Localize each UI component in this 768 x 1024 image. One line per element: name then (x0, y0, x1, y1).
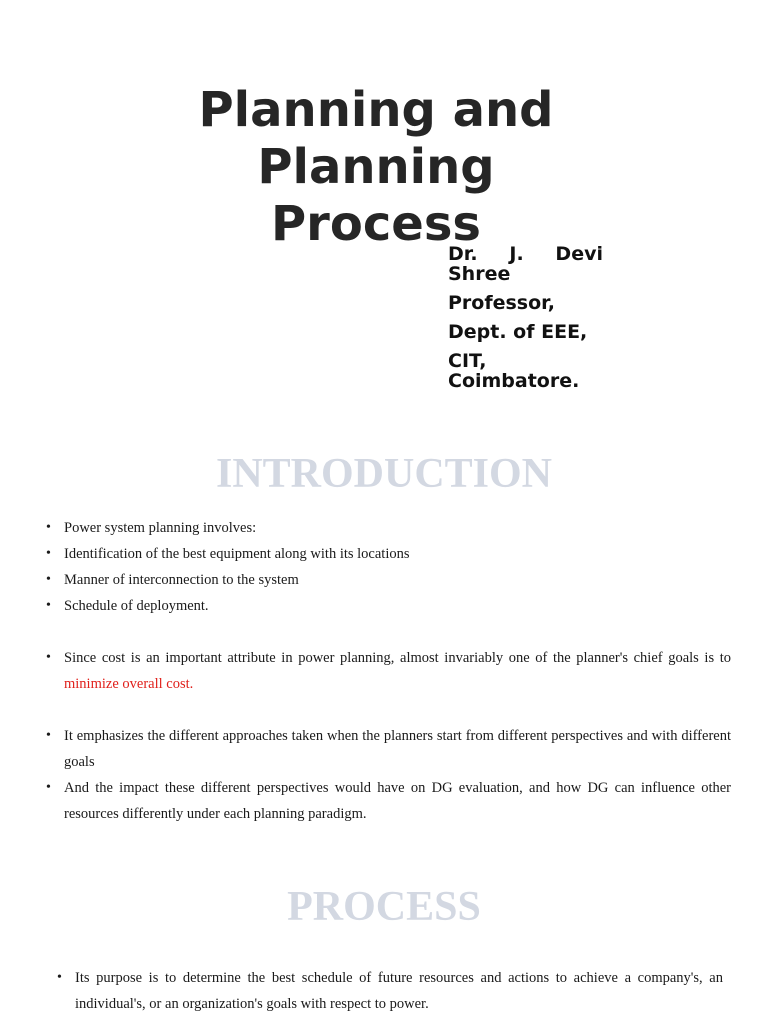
list-item: • Its purpose is to determine the best schedule of future resources and actions to achieve a company's, an individual's, or an organization's goals with respect to power. (75, 965, 723, 1017)
title-line-3: Process (271, 196, 481, 252)
author-department: Dept. of EEE, (448, 321, 588, 343)
introduction-heading: INTRODUCTION (215, 451, 553, 497)
list-item (64, 645, 731, 697)
title-line-1: Planning and (198, 82, 554, 138)
sub-list (64, 541, 731, 619)
list-item-text: Since cost is an important attribute in power planning, almost invariably one of the planner's chief goals is to (64, 650, 731, 666)
sub-list-item: • Schedule of deployment. (64, 593, 731, 619)
title-line-2: Planning (257, 139, 495, 195)
sub-list-item: • Identification of the best equipment along with its locations (64, 541, 731, 567)
author-institution: CIT, Coimbatore. (448, 350, 580, 392)
process-heading: PROCESS (287, 884, 481, 930)
sub-list-item: • Manner of interconnection to the system (64, 567, 731, 593)
author-designation: Professor, (448, 292, 555, 314)
author-name: Dr. J. Devi Shree (448, 243, 603, 285)
introduction-list (64, 515, 731, 827)
list-item: • And the impact these different perspectives would have on DG evaluation, and how DG can influence other resources differently under each planning paradigm. (64, 775, 731, 827)
list-item (64, 515, 731, 619)
author-block (448, 244, 603, 400)
highlighted-text: minimize overall cost. (64, 676, 194, 692)
process-list (75, 965, 723, 1017)
list-item-text: Power system planning involves: (64, 520, 257, 536)
list-item: • It emphasizes the different approaches taken when the planners start from different perspectives and with different goals (64, 723, 731, 775)
document-title (150, 82, 602, 253)
